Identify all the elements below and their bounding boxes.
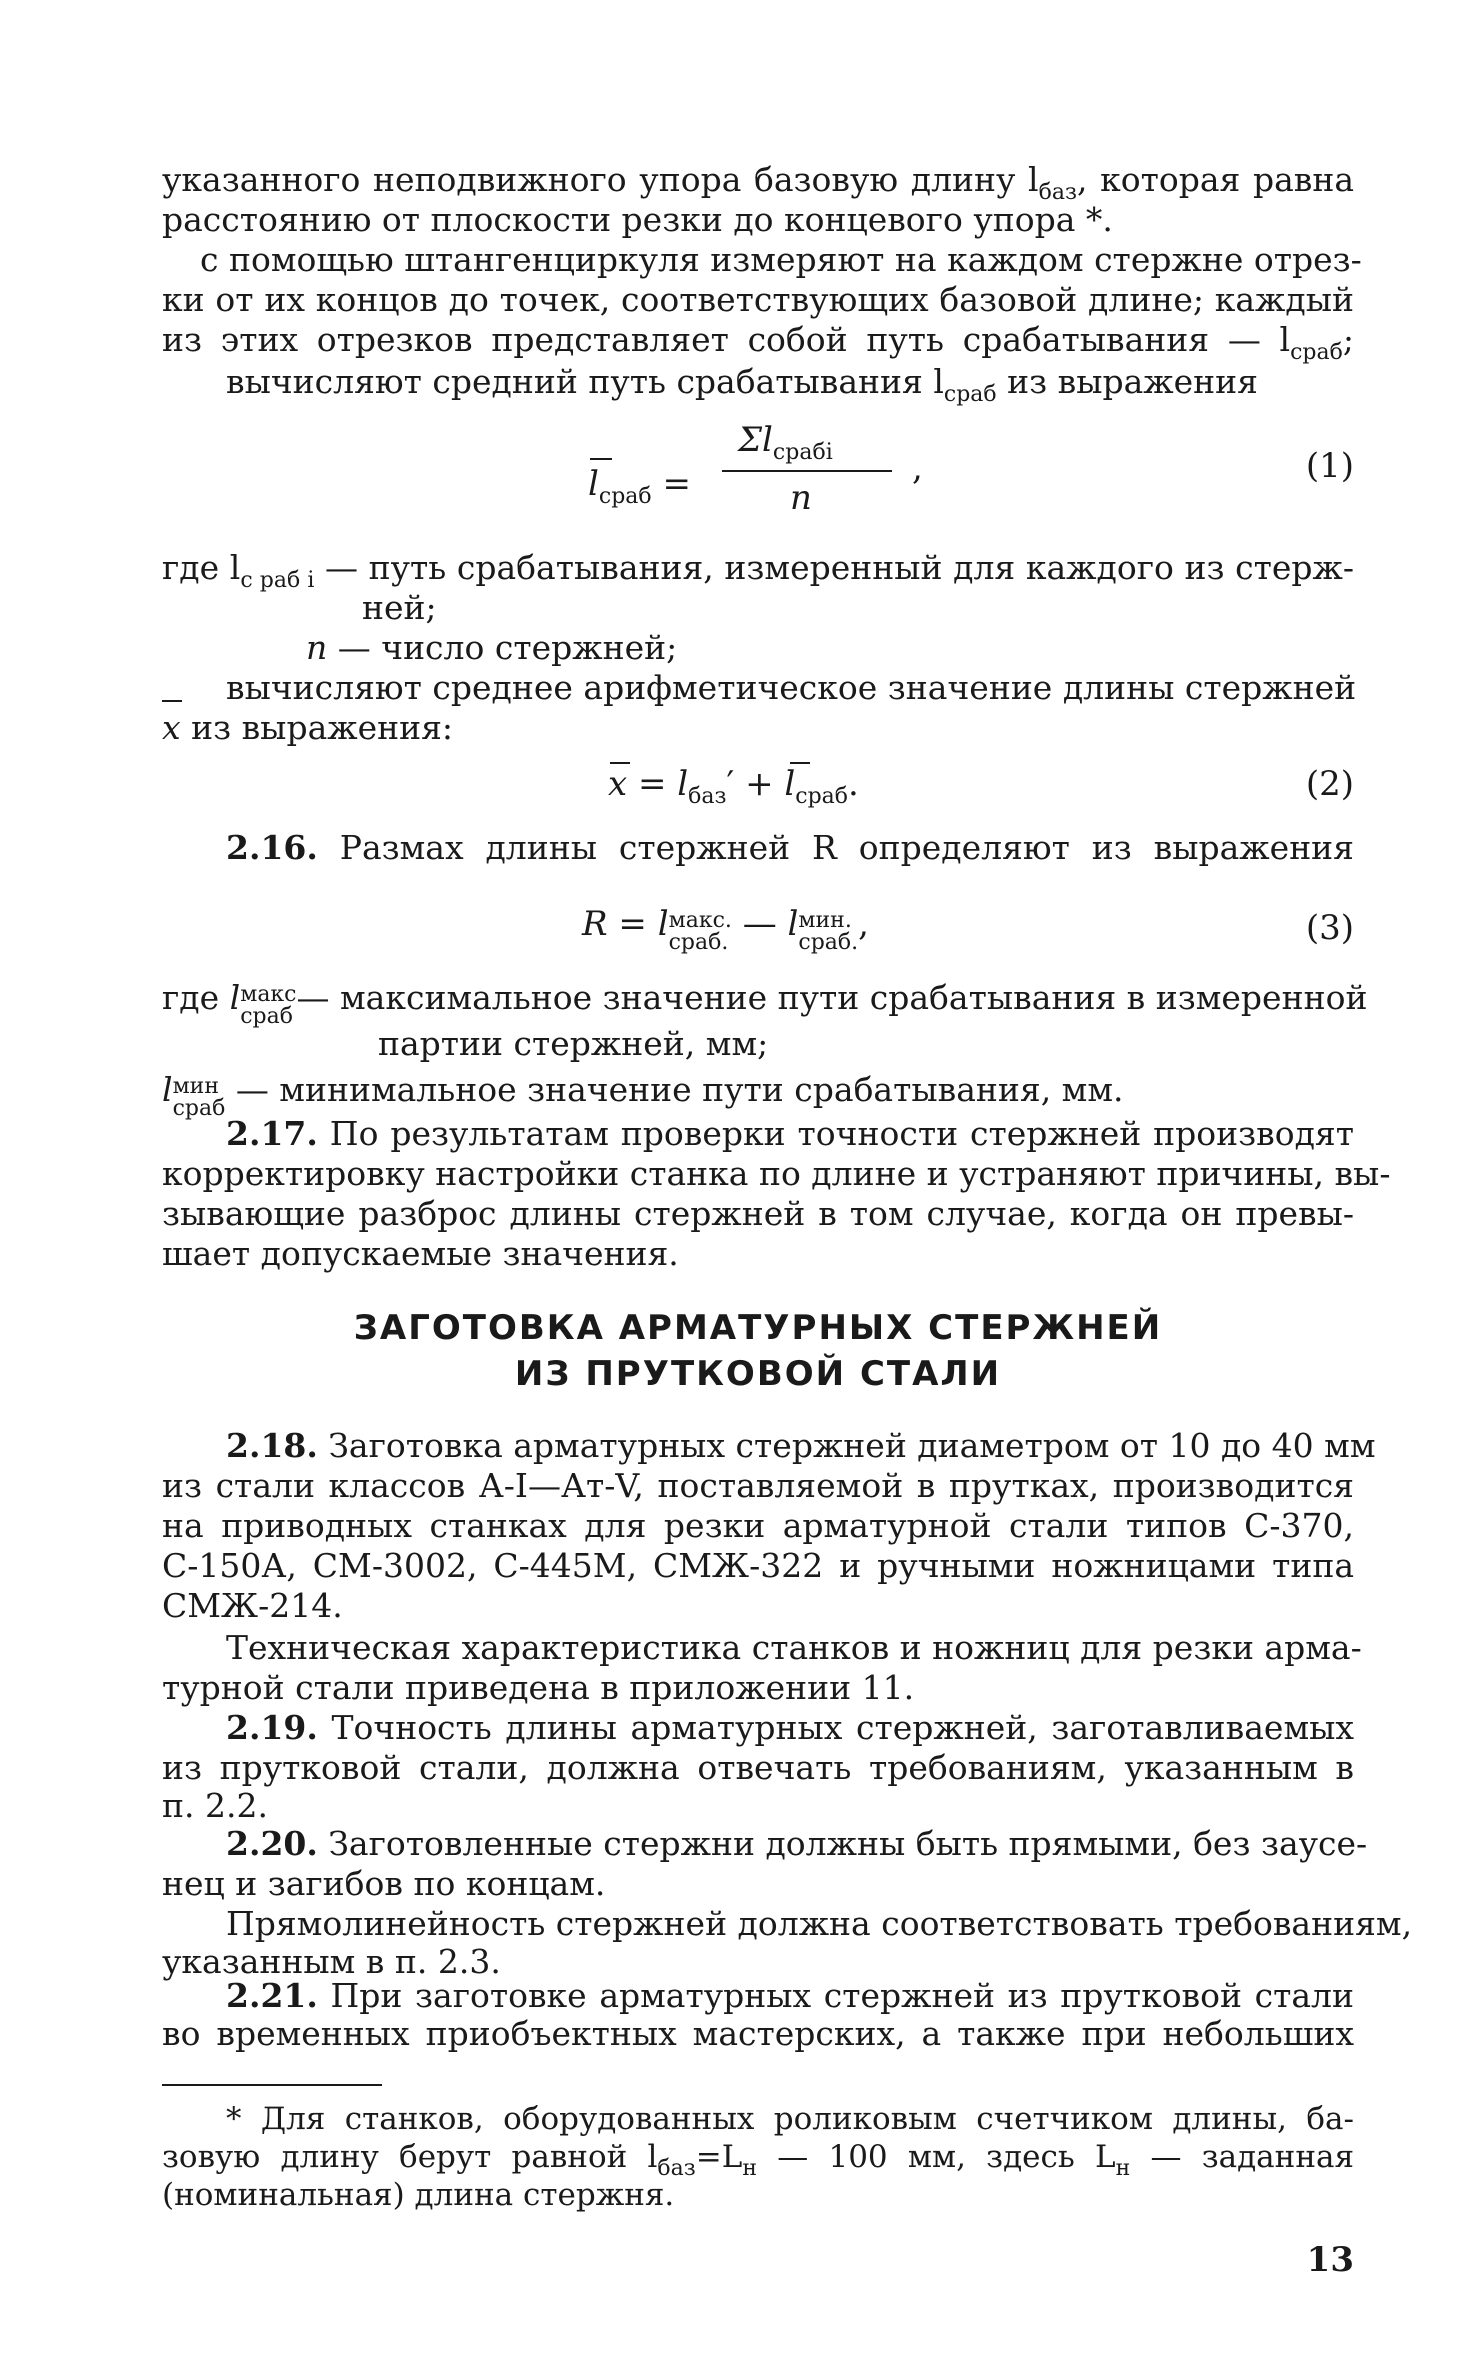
text-fragment: Заготовка арматурных стержней диаметром от 10 до 40 мм — [317, 1426, 1376, 1465]
minus-sign: — — [731, 904, 788, 944]
symbol: Σl — [738, 420, 773, 460]
paragraph-2-17 — [226, 1114, 1354, 1154]
clause-number: 2.16. — [226, 828, 318, 867]
paragraph-2-18 — [226, 1426, 1376, 1466]
footnote-rule — [162, 2084, 382, 2086]
text-fragment: — путь срабатывания, измеренный для каждого из стерж- — [314, 548, 1354, 587]
subscript: баз — [1038, 180, 1077, 205]
text-line: вычисляют среднее арифметическое значение длины стержней — [226, 668, 1357, 707]
equals-sign: = — [627, 764, 678, 804]
text-fragment: — минимальное значение пути срабатывания, мм. — [225, 1070, 1124, 1109]
subscript: сраб — [598, 484, 652, 509]
text-line: Техническая характеристика станков и ножниц для резки арма- — [226, 1628, 1362, 1667]
text-line: из стали классов А-I—Ат-V, поставляемой в прутках, производится — [162, 1466, 1354, 1505]
paragraph-2-16 — [226, 828, 1354, 868]
symbol: l — [677, 764, 689, 804]
sup-sub-stack — [240, 984, 296, 1028]
text-line — [162, 1070, 1354, 1120]
text-line — [162, 708, 1354, 748]
equation-number: (2) — [1305, 764, 1354, 804]
mean-bar — [590, 458, 612, 460]
formula-1-lhs — [588, 464, 691, 517]
text-line: нец и загибов по концам. — [162, 1864, 606, 1903]
formula-2 — [608, 764, 859, 817]
subscript: баз — [688, 784, 727, 809]
text-line: с помощью штангенциркуля измеряют на каждом стержне отрез- — [200, 240, 1362, 279]
text-line: партии стержней, мм; — [378, 1024, 769, 1063]
subscript: сраб. — [668, 930, 729, 955]
symbol: l — [162, 1070, 173, 1109]
text-fragment: , — [858, 904, 869, 944]
superscript: мин. — [798, 908, 852, 933]
subscript: баз — [657, 2156, 696, 2181]
text-fragment: указанного неподвижного упора базовую длину l — [162, 160, 1039, 199]
subscript: н — [742, 2156, 758, 2181]
symbol: l — [657, 904, 669, 944]
text-fragment: зовую длину берут равной l — [162, 2139, 658, 2175]
sup-sub-stack — [669, 910, 732, 954]
subscript: сраб. — [798, 930, 859, 955]
superscript: мин — [172, 1074, 220, 1099]
text-fragment: Заготовленные стержни должны быть прямыми, без заусе- — [317, 1824, 1368, 1863]
formula-3 — [582, 904, 869, 954]
text-fragment: где — [162, 978, 230, 1017]
text-fragment: , которая равна — [1076, 160, 1354, 199]
clause-number: 2.21. — [226, 1976, 318, 2015]
paragraph-2-19 — [226, 1708, 1354, 1748]
equals-sign: = — [662, 464, 691, 504]
text-fragment: По результатам проверки точности стержней производят — [317, 1114, 1354, 1153]
text-fragment: — максимальное значение пути срабатывания в измеренной — [296, 978, 1368, 1017]
text-line: расстоянию от плоскости резки до концевого упора *. — [162, 200, 1113, 239]
subscript: срабi — [772, 440, 833, 465]
symbol: l — [787, 904, 799, 944]
text-line: из прутковой стали, должна отвечать требованиям, указанным в — [162, 1748, 1354, 1787]
superscript: макс — [240, 982, 297, 1007]
superscript: макс. — [668, 908, 732, 933]
text-line: во временных приобъектных мастерских, а также при небольших — [162, 2014, 1354, 2053]
footnote-line: (номинальная) длина стержня. — [162, 2177, 675, 2213]
symbol: R — [582, 904, 608, 944]
mean-bar — [162, 700, 182, 702]
formula-1-numerator — [738, 420, 833, 473]
page-number: 13 — [1306, 2240, 1354, 2280]
text-fragment: Точность длины арматурных стержней, заготавливаемых — [317, 1708, 1354, 1747]
text-fragment: из выражения — [996, 362, 1258, 401]
text-fragment: . — [848, 764, 859, 804]
subscript: сраб — [943, 382, 997, 407]
subscript: н — [1115, 2156, 1131, 2181]
symbol: l — [588, 464, 599, 504]
text-fragment: =L — [695, 2139, 743, 2175]
text-fragment: вычисляют средний путь срабатывания l — [226, 362, 944, 401]
formula-1-denominator: n — [790, 478, 812, 518]
subscript: сраб — [795, 784, 849, 809]
text-line: ки от их концов до точек, соответствующих базовой длине; каждый — [162, 280, 1354, 319]
text-line: на приводных станках для резки арматурной стали типов С-370, — [162, 1506, 1354, 1545]
fraction-line — [722, 470, 892, 472]
text-line: п. 2.2. — [162, 1786, 268, 1825]
text-fragment: ; — [1342, 320, 1354, 359]
subscript: сраб — [1290, 340, 1343, 365]
text-fragment: из этих отрезков представляет собой путь срабатывания — l — [162, 320, 1291, 359]
subscript: сраб — [172, 1096, 226, 1121]
text-fragment: При заготовке арматурных стержней из прутковой стали — [317, 1976, 1354, 2015]
paragraph-2-21 — [226, 1976, 1354, 2016]
text-line: шает допускаемые значения. — [162, 1234, 679, 1273]
symbol: l — [229, 978, 241, 1017]
prime: ′ — [726, 764, 735, 804]
section-heading: ЗАГОТОВКА АРМАТУРНЫХ СТЕРЖНЕЙ — [353, 1308, 1163, 1348]
formula-1-trail: , — [912, 448, 923, 488]
text-fragment: — 100 мм, здесь L — [757, 2139, 1116, 2175]
equation-number: (3) — [1305, 908, 1354, 948]
text-line: СМЖ-214. — [162, 1586, 343, 1625]
text-line — [226, 362, 1354, 415]
clause-number: 2.17. — [226, 1114, 318, 1153]
clause-number: 2.20. — [226, 1824, 318, 1863]
text-line: указанным в п. 2.3. — [162, 1942, 501, 1981]
symbol: n — [306, 628, 328, 667]
plus-sign: + — [734, 764, 785, 804]
sup-sub-stack — [798, 910, 858, 954]
text-line — [306, 628, 1354, 668]
text-line: С-150А, СМ-3002, С-445М, СМЖ-322 и ручными ножницами типа — [162, 1546, 1354, 1585]
text-fragment: — число стержней; — [327, 628, 678, 667]
footnote-line: * Для станков, оборудованных роликовым счетчиком длины, ба- — [226, 2101, 1354, 2137]
clause-number: 2.18. — [226, 1426, 318, 1465]
text-line: Прямолинейность стержней должна соответствовать требованиям, — [226, 1904, 1413, 1943]
text-fragment: из выражения: — [180, 708, 454, 747]
text-fragment: где l — [162, 548, 241, 587]
equals-sign: = — [607, 904, 658, 944]
text-fragment: — заданная — [1130, 2139, 1355, 2175]
subscript: сраб — [240, 1004, 293, 1029]
paragraph-2-20 — [226, 1824, 1368, 1864]
text-line: зывающие разброс длины стержней в том случае, когда он превы- — [162, 1194, 1354, 1233]
equation-number: (1) — [1305, 446, 1354, 486]
symbol: x — [608, 764, 628, 804]
symbol: l — [784, 764, 796, 804]
text-line: турной стали приведена в приложении 11. — [162, 1668, 915, 1707]
text-line: ней; — [362, 588, 437, 627]
symbol: x — [162, 708, 181, 747]
clause-number: 2.19. — [226, 1708, 318, 1747]
subscript: с раб i — [240, 568, 315, 593]
section-heading: ИЗ ПРУТКОВОЙ СТАЛИ — [514, 1354, 1002, 1394]
text-fragment: Размах длины стержней R определяют из выражения — [317, 828, 1354, 867]
sup-sub-stack — [173, 1076, 226, 1120]
text-line — [162, 978, 1368, 1029]
text-line: корректировку настройки станка по длине и устраняют причины, вы- — [162, 1154, 1391, 1193]
